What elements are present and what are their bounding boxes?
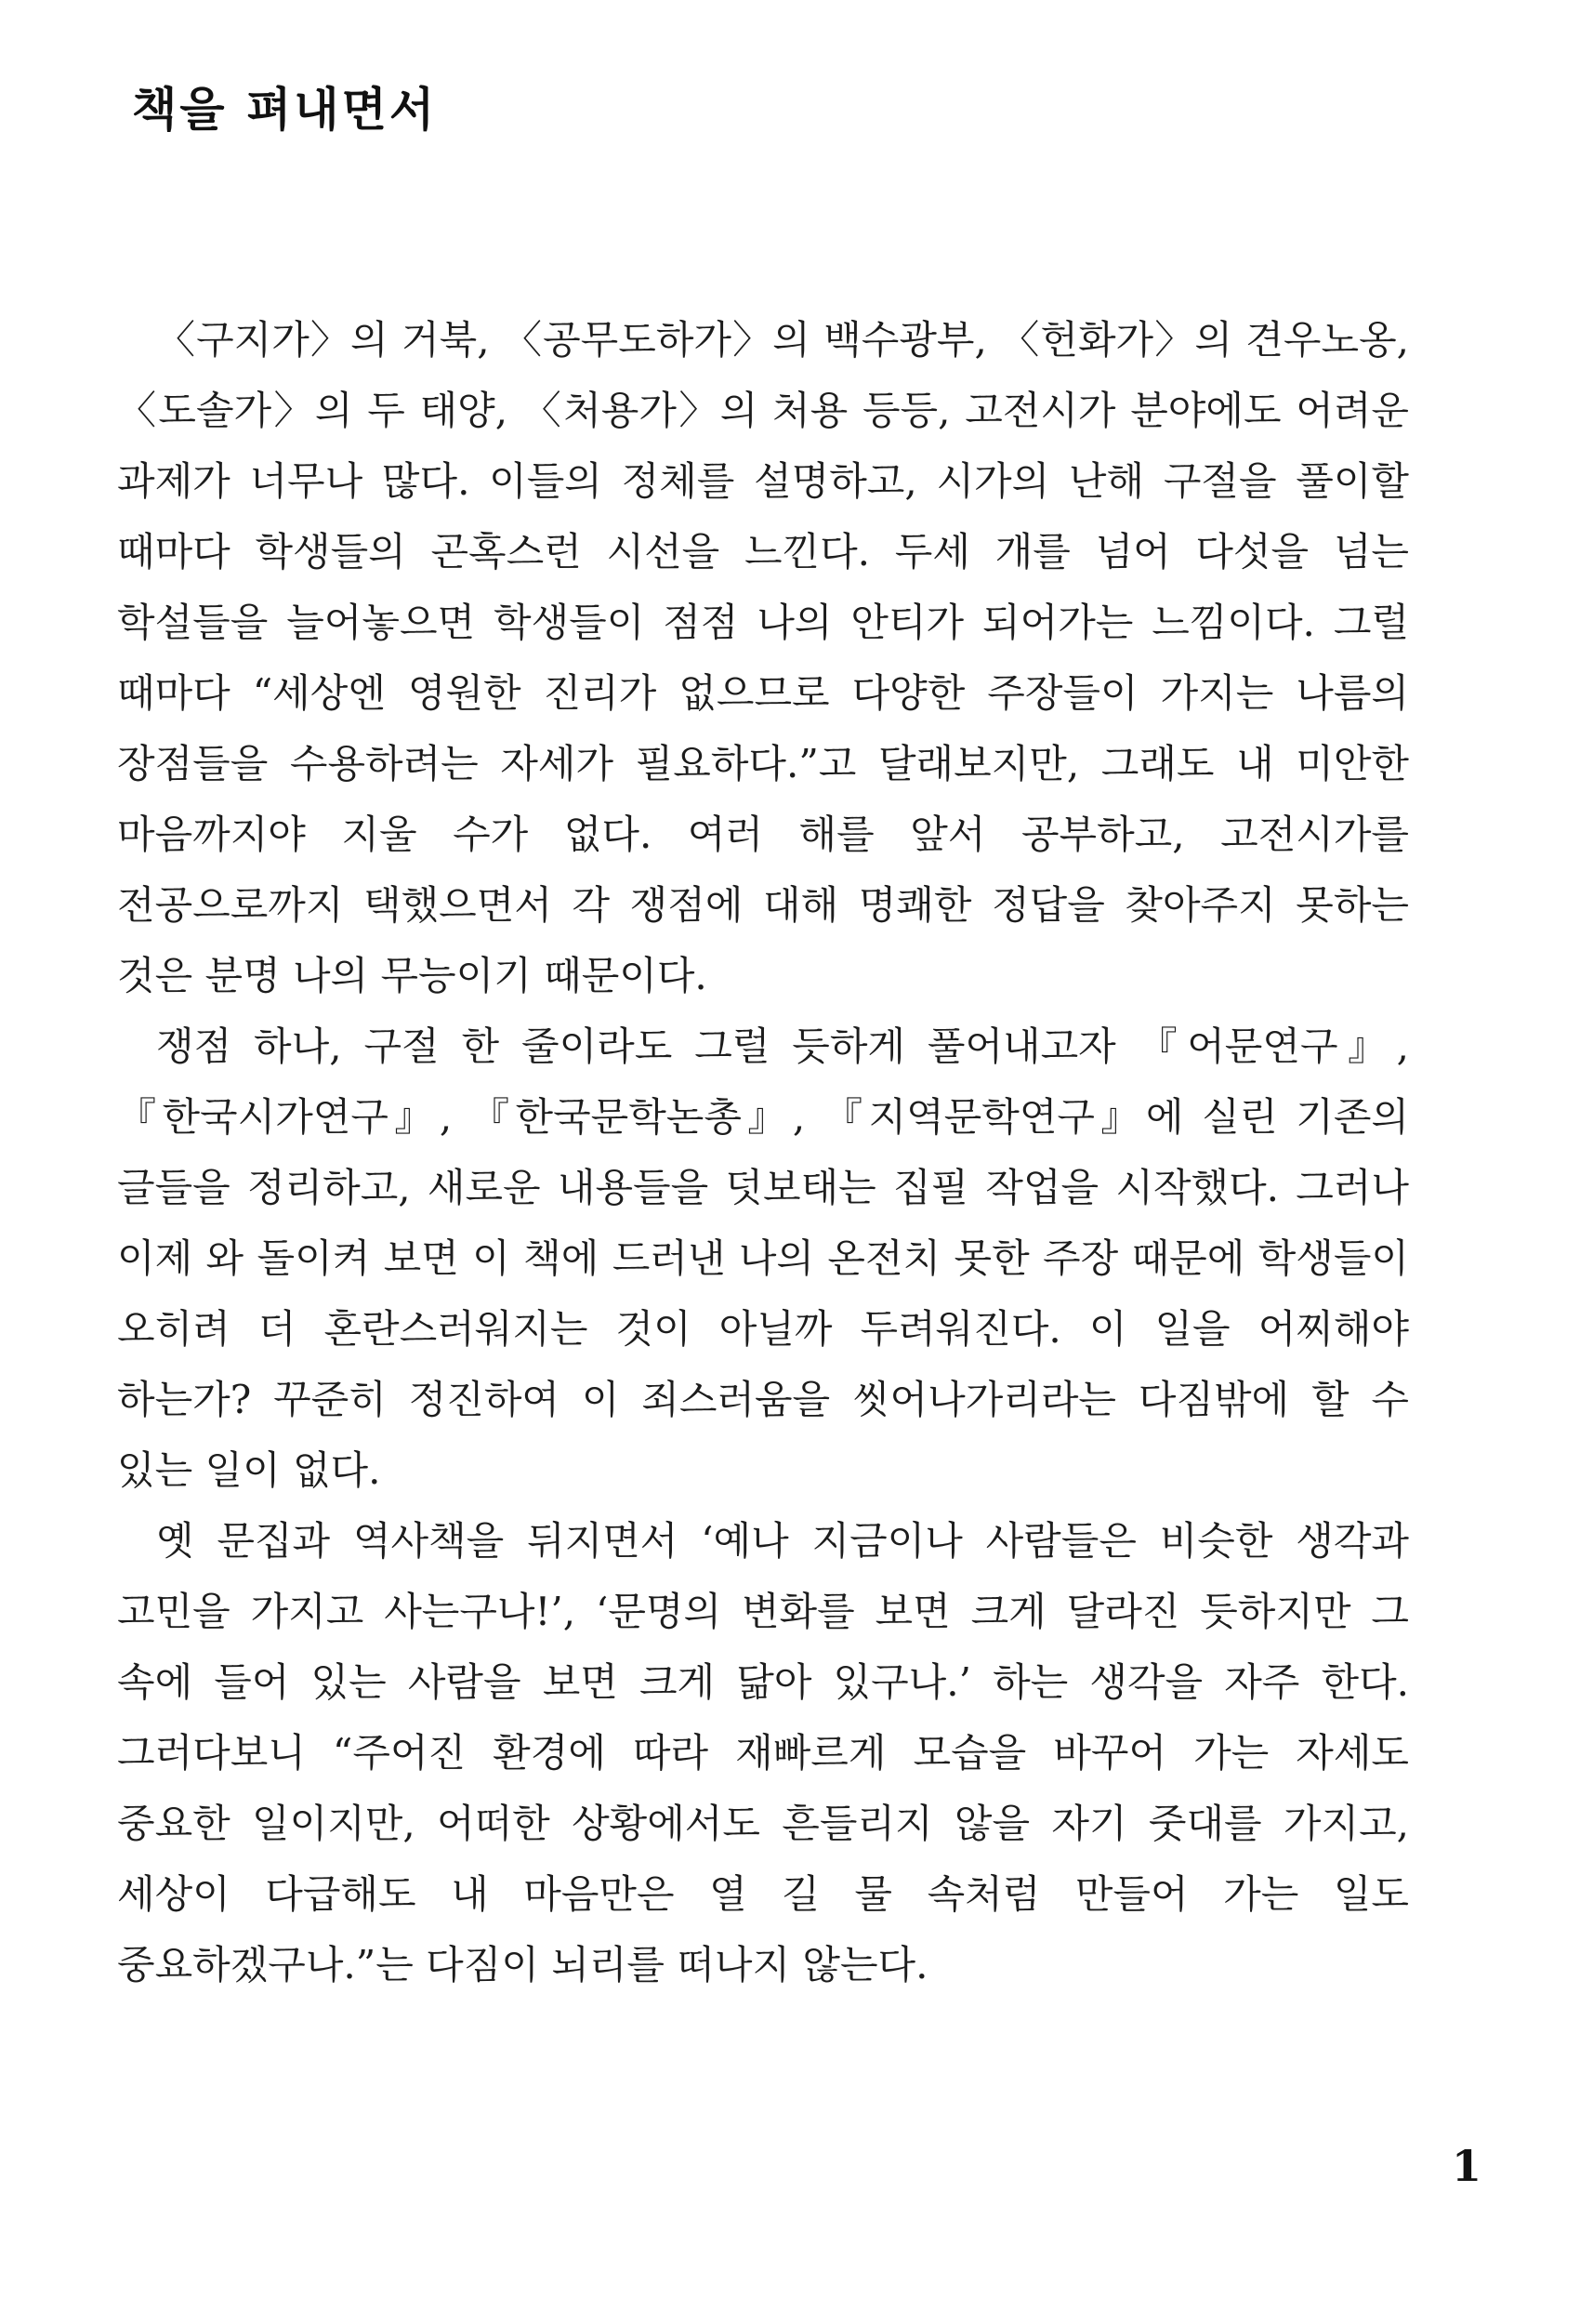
paragraph-1: 〈구지가〉의 거북, 〈공무도하가〉의 백수광부, 〈헌화가〉의 견우노옹, 〈도솔가〉의 두 태양, 〈처용가〉의 처용 등등, 고전시가 분야에도 어려운 과제가 너무나 많다. 이들의 정체를 설명하고, 시가의 난해 구절을 풀이할 때마다 학생들의 곤혹스런 시선을 느낀다. 두세 개를 넘어 다섯을 넘는 학설들을 늘어놓으면 학생들이 점점 나의 안티가 되어가는 느낌이다. 그럴 때마다 “세상엔 영원한 진리가 없으므로 다양한 주장들이 가지는 나름의 장점들을 수용하려는 자세가 필요하다.”고 달래보지만, 그래도 내 미안한 마음까지야 지울 수가 없다. 여러 해를 앞서 공부하고, 고전시가를 전공으로까지 택했으면서 각 쟁점에 대해 명쾌한 정답을 찾아주지 못하는 것은 분명 나의 무능이기 때문이다. (117, 317, 1409, 998)
paragraph-2: 쟁점 하나, 구절 한 줄이라도 그럴 듯하게 풀어내고자 『어문연구』, 『한국시가연구』, 『한국문학논총』, 『지역문학연구』에 실린 기존의 글들을 정리하고, 새로운 내용들을 덧보태는 집필 작업을 시작했다. 그러나 이제 와 돌이켜 보면 이 책에 드러낸 나의 온전치 못한 주장 때문에 학생들이 오히려 더 혼란스러워지는 것이 아닐까 두려워진다. 이 일을 어찌해야 하는가? 꾸준히 정진하여 이 죄스러움을 씻어나가리라는 다짐밖에 할 수 있는 일이 없다. (117, 1023, 1409, 1493)
paragraph-3: 옛 문집과 역사책을 뒤지면서 ‘예나 지금이나 사람들은 비슷한 생각과 고민을 가지고 사는구나!’, ‘문명의 변화를 보면 크게 달라진 듯하지만 그 속에 들어 있는 사람을 보면 크게 닮아 있구나.’ 하는 생각을 자주 한다. 그러다보니 “주어진 환경에 따라 재빠르게 모습을 바꾸어 가는 자세도 중요한 일이지만, 어떠한 상황에서도 흔들리지 않을 자기 줏대를 가지고, 세상이 다급해도 내 마음만은 열 길 물 속처럼 만들어 가는 일도 중요하겠구나.”는 다짐이 뇌리를 떠나지 않는다. (117, 1518, 1409, 1987)
preface-body (117, 305, 1409, 2000)
page-title: 책을 펴내면서 (132, 83, 438, 137)
page-number: 1 (1451, 2141, 1481, 2191)
